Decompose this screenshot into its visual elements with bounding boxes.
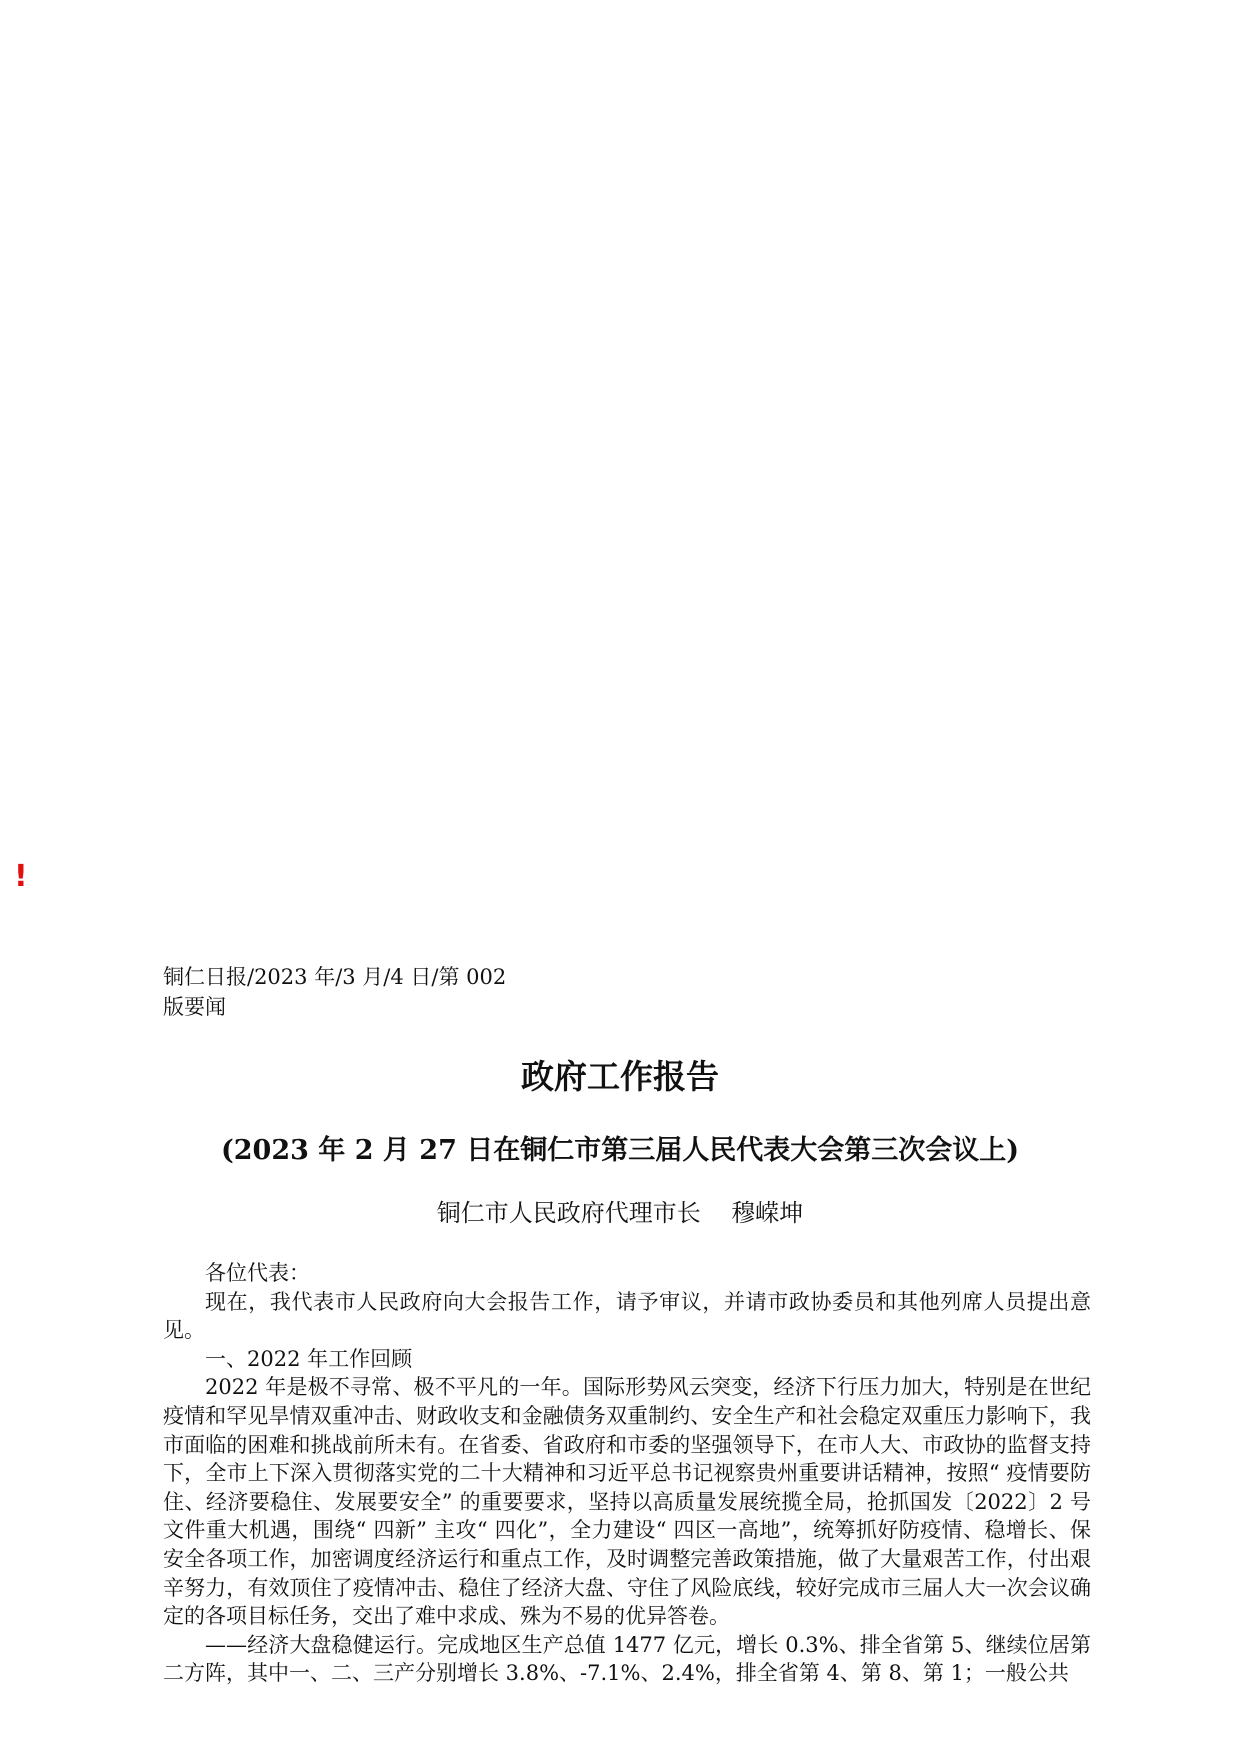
author-line: 铜仁市人民政府代理市长 穆嵘坤: [436, 1199, 804, 1227]
section-heading: 一、2022 年工作回顾: [205, 1346, 413, 1371]
salutation: 各位代表：: [205, 1261, 310, 1285]
body-paragraph: 现在，我代表市人民政府向大会报告工作，请予审议，并请市政协委员和其他列席人员提出意见。: [163, 1289, 1091, 1343]
body-paragraph: 2022 年是极不寻常、极不平凡的一年。国际形势风云突变，经济下行压力加大，特别是在世纪疫情和罕见旱情双重冲击、财政收支和金融债务双重制约、安全生产和社会稳定双重压力影响下，我市面临的困难和挑战前所未有。在省委、省政府和市委的坚强领导下，在市人大、市政协的监督支持下，全市上下深入贯彻落实党的二十大精神和习近平总书记视察贵州重要讲话精神，按照“ 疫情要防住、经济要稳住、发展要安全” 的重要要求，坚持以高质量发展统揽全局，抢抓国发〔2022〕2 号文件重大机遇，围绕“ 四新” 主攻“ 四化”，全力建设“ 四区一高地”，统筹抓好防疫情、稳增长、保安全各项工作，加密调度经济运行和重点工作，及时调整完善政策措施，做了大量艰苦工作，付出艰辛努力，有效顶住了疫情冲击、稳住了经济大盘、守住了风险底线，较好完成市三届人大一次会议确定的各项目标任务，交出了难中求成、殊为不易的优异答卷。: [163, 1375, 1091, 1629]
source-line-2: 版要闻: [163, 995, 226, 1019]
document-title: 政府工作报告: [521, 1057, 719, 1096]
source-line: [163, 962, 543, 1022]
document-subtitle: (2023 年 2 月 27 日在铜仁市第三届人民代表大会第三次会议上): [220, 1135, 1020, 1166]
source-line-1: 铜仁日报/2023 年/3 月/4 日/第 002: [163, 965, 507, 989]
document-body: [163, 1259, 1091, 1688]
body-paragraph: ——经济大盘稳健运行。完成地区生产总值 1477 亿元，增长 0.3%、排全省第 5、继续位居第二方阵，其中一、二、三产分别增长 3.8%、-7.1%、2.4%，排全省第 4、第 8、第 1；一般公共: [163, 1632, 1091, 1686]
alert-marker: !: [14, 859, 28, 894]
